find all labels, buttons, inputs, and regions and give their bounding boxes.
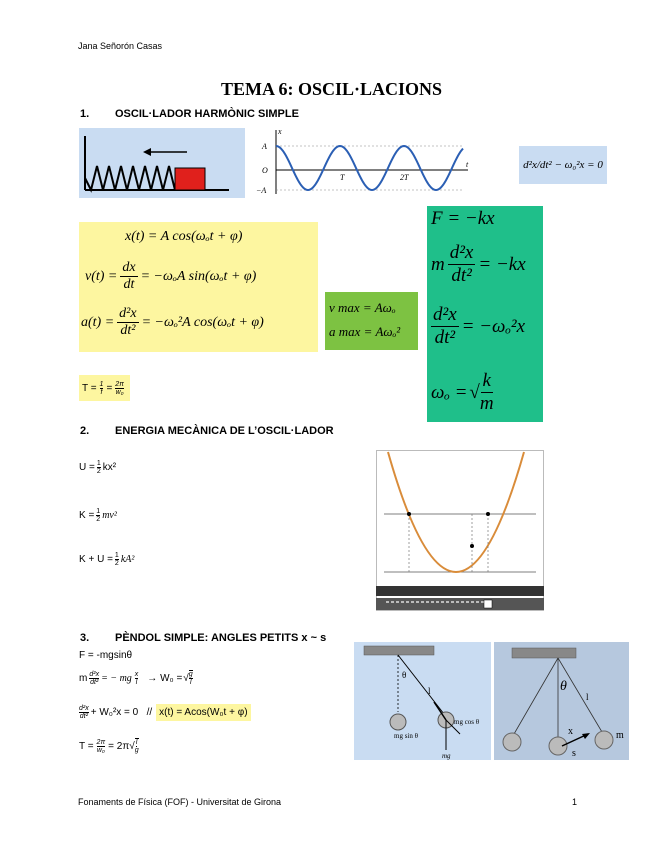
header-author: Jana Señorón Casas (78, 41, 163, 51)
axis-x-label: x (278, 128, 282, 136)
pendulum-period-mid: = 2π (108, 740, 130, 752)
omega-num: k (482, 370, 491, 391)
period-f2-den: w₀ (115, 388, 124, 396)
label-t: t (466, 160, 469, 169)
pendulum-eq2-num: d²x (89, 670, 100, 678)
energy-total-num: 1 (114, 552, 119, 559)
pendulum-eq3-num: d²x (79, 705, 89, 712)
section-2-title: ENERGIA MECÀNICA DE L’OSCIL·LADOR (115, 425, 334, 437)
pendulum-period-den: w₀ (96, 746, 105, 754)
energy-U-lhs: U = (79, 462, 95, 473)
pendulum-eq2-mid: = − mg (101, 672, 132, 684)
pendulum-period-snum: l (135, 739, 138, 746)
pend2-s: s (572, 748, 576, 759)
section-1-number: 1. (80, 108, 90, 120)
energy-U-rhs: kx² (102, 462, 117, 473)
energy-total-lhs: K + U = (79, 554, 113, 565)
page-title: TEMA 6: OSCIL·LACIONS (220, 79, 443, 99)
omega-den: m (479, 393, 494, 414)
pendulum-eq3 (79, 704, 251, 721)
pendulum-eq2-fnum: x (134, 670, 139, 678)
pendulum-eq2 (79, 670, 193, 686)
label-2T: 2T (400, 173, 409, 182)
shm-rhs: = −ωₒ²x (461, 315, 526, 337)
newton-den: dt² (451, 265, 472, 286)
sqrt-icon: √ (183, 672, 189, 684)
pendulum-eq2-m: m (79, 672, 88, 684)
pendulum-angle-diagram (494, 642, 629, 760)
eq-velocity-lhs: v(t) = (85, 268, 118, 284)
eq-accel-den: dt² (120, 323, 136, 338)
period-lhs: T = (82, 382, 97, 394)
eq-velocity-num: dx (122, 260, 136, 275)
amax-eq: a max = Aωₒ² (329, 324, 401, 339)
energy-graph (376, 450, 544, 612)
energy-U (79, 460, 116, 475)
omega-lhs: ωₒ = (431, 381, 468, 403)
period-f2-num: 2π (115, 380, 124, 388)
pend1-l: l (428, 686, 431, 696)
pendulum-eq3-mid: + W₀²x = 0 // (90, 707, 153, 718)
energy-U-den: 2 (96, 468, 101, 475)
eq-velocity-den: dt (123, 277, 135, 292)
eq-velocity-rhs: = −ωₒA sin(ωₒt + φ) (140, 268, 257, 284)
vmax-eq: v max = Aωₒ (329, 300, 396, 315)
pendulum-eq2-den: dt² (90, 678, 99, 686)
pendulum-period (79, 738, 139, 754)
diffeq-text: d²x/dt² − ω₀²x = 0 (523, 159, 603, 171)
energy-U-num: 1 (96, 460, 101, 467)
diffeq-box (519, 146, 607, 184)
pendulum-period-num: 2π (96, 738, 106, 746)
pendulum-eq3-den: dt² (79, 713, 88, 720)
eq-accel-lhs: a(t) = (81, 314, 115, 330)
eq-accel-num: d²x (119, 306, 137, 321)
sqrt-icon: √ (129, 740, 135, 752)
pend1-mgcos: mg cos θ (454, 718, 480, 726)
newton-m: m (431, 253, 445, 275)
pend2-l: l (586, 692, 589, 702)
eq-position: x(t) = A cos(ωₒt + φ) (125, 229, 243, 244)
eq-accel-rhs: = −ωₒ²A cos(ωₒt + φ) (141, 314, 264, 330)
energy-total-den: 2 (114, 560, 119, 567)
energy-total (79, 552, 134, 567)
max-values-box (325, 292, 418, 350)
shm-eq (431, 304, 525, 349)
energy-total-rhs: kA² (120, 554, 135, 565)
eq-velocity (85, 260, 256, 293)
spring-diagram (79, 128, 245, 198)
shm-den: dt² (434, 327, 456, 348)
label-T: T (340, 173, 345, 182)
pendulum-eq2-fden: l (135, 678, 138, 686)
energy-K (79, 508, 117, 523)
spring-mass-block (175, 168, 205, 190)
pendulum-force: F = -mgsinθ (79, 650, 133, 661)
energy-K-den: 2 (96, 516, 101, 523)
pendulum-period-lhs: T = (79, 740, 94, 752)
newton-eq (431, 242, 526, 287)
hooke-eq: F = −kx (431, 208, 495, 229)
pendulum-period-sden: g (134, 747, 139, 754)
pend2-m: m (616, 730, 624, 741)
sqrt-icon: √ (469, 381, 480, 403)
cosine-graph (248, 128, 474, 196)
section-3-title: PÈNDOL SIMPLE: ANGLES PETITS x ~ s (115, 632, 327, 644)
period-f1-den: f (100, 388, 103, 396)
label-O: O (262, 166, 268, 175)
pendulum-eq2-arrow: → W₀ = (147, 672, 183, 684)
section-2-number: 2. (80, 425, 90, 437)
eq-acceleration (81, 306, 264, 339)
pend1-mg: mg (442, 752, 451, 760)
footer-text: Fonaments de Física (FOF) - Universitat de Girona (78, 797, 282, 807)
pendulum-eq2-snum: g (188, 671, 193, 678)
pendulum-eq2-sden: l (189, 679, 192, 686)
period-f1-num: 1 (99, 380, 104, 388)
section-3-number: 3. (80, 632, 90, 644)
page-number: 1 (572, 797, 578, 807)
period-eq: = (106, 382, 113, 394)
cosine-curve (276, 146, 463, 190)
pend1-theta: θ (402, 670, 407, 680)
energy-K-num: 1 (96, 508, 101, 515)
pend2-x: x (568, 726, 573, 737)
label-negA: −A (256, 186, 267, 195)
shm-num: d²x (433, 304, 457, 325)
pend2-theta: θ (560, 679, 567, 694)
omega-eq (431, 370, 494, 415)
newton-num: d²x (449, 242, 474, 263)
kinematics-box (79, 222, 318, 352)
energy-K-rhs: mv² (102, 510, 117, 521)
pendulum-solution: x(t) = Acos(W₀t + φ) (156, 704, 250, 721)
pendulum-forces-diagram (354, 642, 491, 760)
pend1-mgsin: mg sin θ (394, 732, 418, 740)
section-1-title: OSCIL·LADOR HARMÒNIC SIMPLE (115, 108, 299, 120)
dynamics-box (427, 206, 543, 422)
newton-rhs: = −kx (478, 253, 526, 275)
period-formula (79, 375, 130, 401)
energy-K-lhs: K = (79, 510, 95, 521)
label-A: A (262, 142, 267, 151)
